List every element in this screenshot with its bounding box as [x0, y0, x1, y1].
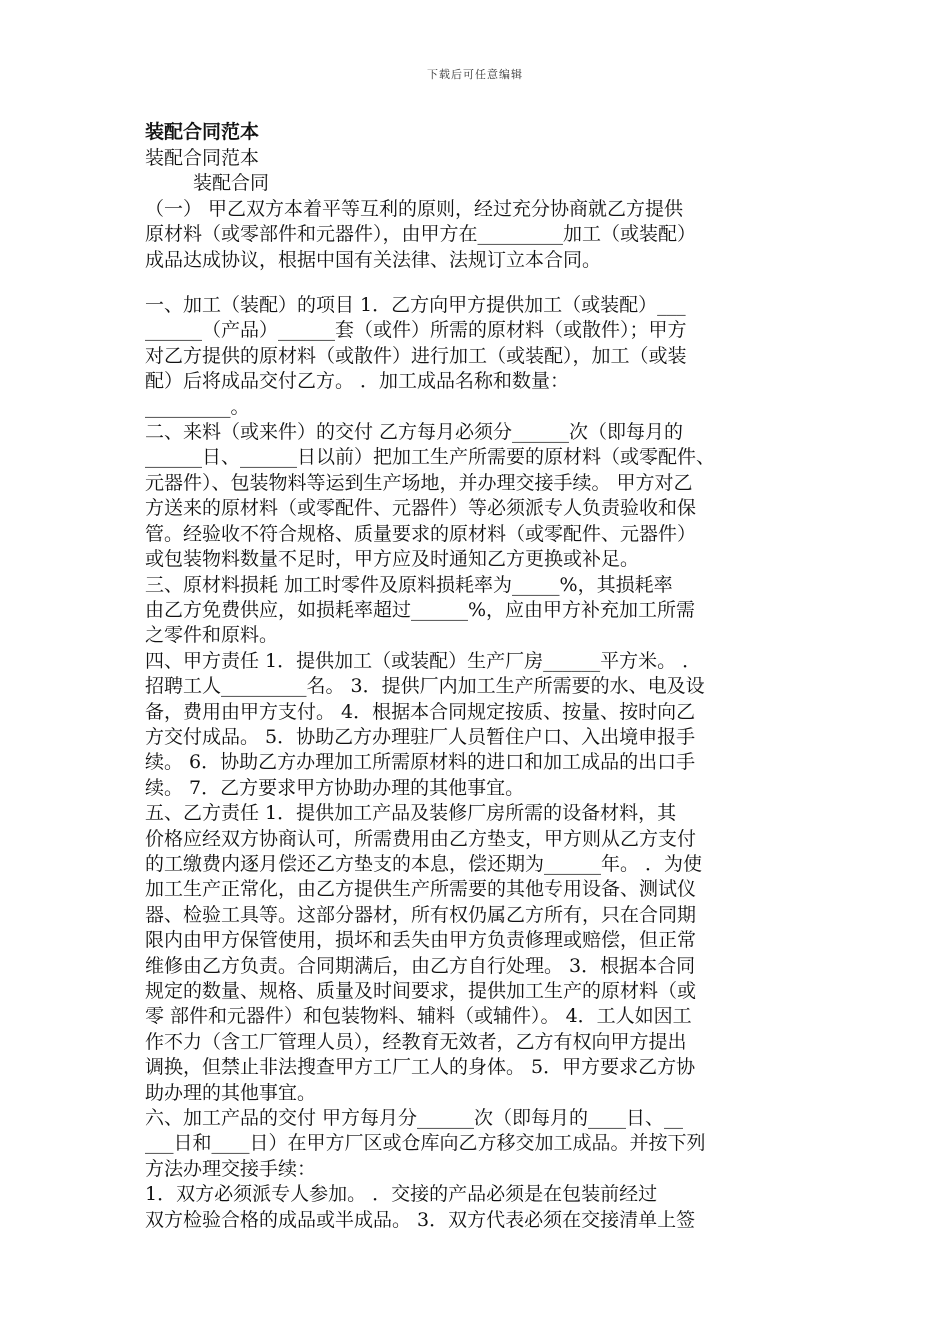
document-lines: [145, 146, 805, 1233]
text-line: _________。: [145, 395, 250, 418]
text-line: ___日和____日）在甲方厂区或仓库向乙方移交加工成品。并按下列: [145, 1132, 706, 1155]
text-line: 备，费用由甲方支付。 4．根据本合同规定按质、按量、按时向乙: [145, 700, 696, 723]
text-line: ______（产品）______套（或件）所需的原材料（或散件）；甲方: [145, 319, 687, 342]
text-line: 五、乙方责任 1．提供加工产品及装修厂房所需的设备材料，其: [145, 802, 677, 825]
text-line: 规定的数量、规格、质量及时间要求，提供加工生产的原材料（或: [145, 980, 697, 1002]
text-line: 方交付成品。 5．协助乙方办理驻厂人员暂住户口、入出境申报手: [145, 725, 696, 748]
text-line: 作不力（含工厂管理人员），经教育无效者，乙方有权向甲方提出: [145, 1030, 687, 1053]
text-line: 方送来的原材料（或零配件、元器件）等必须派专人负责验收和保: [145, 497, 697, 520]
text-line: 三、原材料损耗 加工时零件及原料损耗率为_____%，其损耗率: [145, 573, 673, 596]
page-header-note: 下载后可任意编辑: [427, 68, 523, 81]
text-line: 装配合同: [193, 172, 270, 195]
text-line: 配）后将成品交付乙方。 ．加工成品名称和数量：: [145, 370, 570, 393]
text-line: 由乙方免费供应，如损耗率超过______%，应由甲方补充加工所需: [145, 598, 696, 621]
text-line: 续。 6．协助乙方办理加工所需原材料的进口和加工成品的出口手: [145, 751, 696, 774]
text-line: 招聘工人_________名。 3．提供厂内加工生产所需要的水、电及设: [145, 675, 705, 698]
text-line: 加工生产正常化，由乙方提供生产所需要的其他专用设备、测试仪: [145, 878, 697, 901]
text-line: 零 部件和元器件）和包装物料、辅料（或辅件）。 4．工人如因工: [145, 1005, 692, 1028]
text-line: 对乙方提供的原材料（或散件）进行加工（或装配），加工（或装: [145, 344, 687, 367]
text-line: 一、加工（装配）的项目 1．乙方向甲方提供加工（或装配）___: [145, 294, 686, 317]
text-line: 助办理的其他事宜。: [145, 1081, 317, 1104]
document-body: [145, 118, 805, 1233]
text-line: 调换，但禁止非法搜查甲方工厂工人的身体。 5．甲方要求乙方协: [145, 1056, 696, 1079]
text-line: 的工缴费内逐月偿还乙方垫支的本息，偿还期为______年。 ．为使: [145, 852, 703, 875]
text-line: ______日、______日以前）把加工生产所需要的原材料（或零配件、: [145, 446, 716, 469]
text-line: 原材料（或零部件和元器件），由甲方在_________加工（或装配）: [145, 223, 697, 246]
text-line: 双方检验合格的成品或半成品。 3．双方代表必须在交接清单上签: [145, 1208, 696, 1231]
text-line: 六、加工产品的交付 甲方每月分______次（即每月的____日、__: [145, 1107, 684, 1130]
text-line: 价格应经双方协商认可，所需费用由乙方垫支，甲方则从乙方支付: [145, 827, 697, 850]
text-line: 维修由乙方负责。合同期满后，由乙方自行处理。 3．根据本合同: [145, 954, 696, 977]
text-line: （一） 甲乙双方本着平等互利的原则，经过充分协商就乙方提供: [145, 197, 684, 220]
text-line: 续。 7．乙方要求甲方协助办理的其他事宜。: [145, 776, 525, 799]
text-line: 四、甲方责任 1．提供加工（或装配）生产厂房______平方米。 ．: [145, 649, 702, 672]
text-line: 二、来料（或来件）的交付 乙方每月必须分______次（即每月的: [145, 421, 684, 444]
text-line: 元器件）、包装物料等运到生产场地，并办理交接手续。 甲方对乙: [145, 471, 693, 494]
text-line: 之零件和原料。: [145, 624, 279, 647]
text-line: 限内由甲方保管使用，损坏和丢失由甲方负责修理或赔偿，但正常: [145, 929, 697, 952]
paragraph-gap: [145, 273, 805, 293]
text-line: 装配合同范本: [145, 147, 260, 169]
text-line: 管。经验收不符合规格、质量要求的原材料（或零配件、元器件）: [145, 522, 697, 545]
text-line: 或包装物料数量不足时，甲方应及时通知乙方更换或补足。: [145, 548, 640, 571]
text-line: 1．双方必须派专人参加。 ．交接的产品必须是在包装前经过: [145, 1183, 658, 1206]
text-line: 成品达成协议，根据中国有关法律、法规订立本合同。: [145, 248, 602, 271]
text-line: 器、检验工具等。这部分器材，所有权仍属乙方所有，只在合同期: [145, 903, 697, 926]
text-line: 方法办理交接手续：: [145, 1157, 317, 1180]
document-title: 装配合同范本: [145, 121, 260, 143]
